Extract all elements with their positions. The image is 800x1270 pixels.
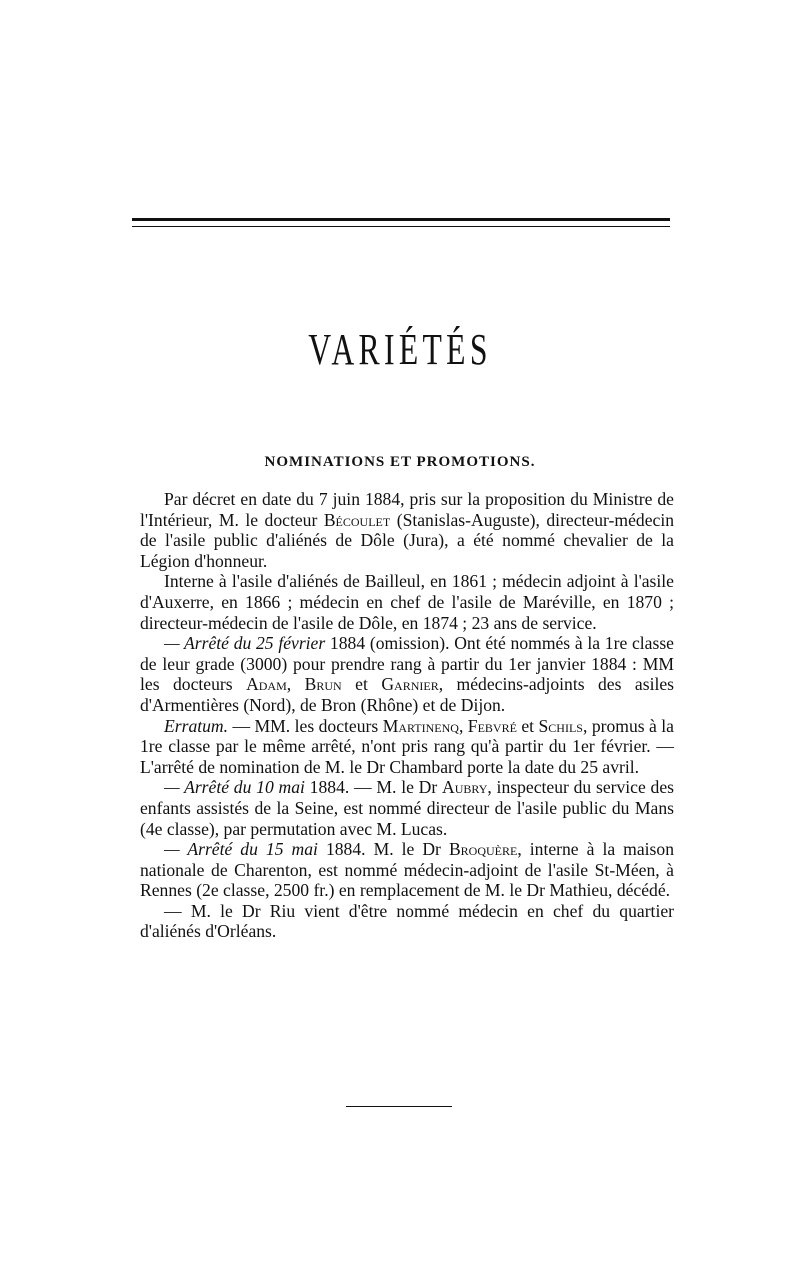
paragraph-erratum: Erratum. — MM. les docteurs Martinenq, Febvré et Schils, promus à la 1re classe par le même arrêté, n'ont pris rang qu'à partir du 1er février. — L'arrêté de nomination de M. le Dr Chambard porte la date du 25 avril.	[140, 715, 674, 777]
paragraph-riu: — M. le Dr Riu vient d'être nommé médecin en chef du quartier d'aliénés d'Orléans.	[140, 900, 674, 942]
section-subtitle: NOMINATIONS ET PROMOTIONS.	[264, 454, 536, 470]
paragraph-arrete-15-mai: — Arrêté du 15 mai 1884. M. le Dr Broquère, interne à la maison nationale de Charenton, est nommé médecin-adjoint de l'asile St-Méen, à Rennes (2e classe, 2500 fr.) en remplacement de M. le Dr Mathieu, décédé.	[140, 839, 674, 901]
person-name: Brun	[304, 674, 342, 695]
top-double-rule-thin	[132, 226, 670, 227]
person-name: Garnier	[381, 674, 439, 695]
person-name: Febvré	[467, 715, 517, 736]
person-name: Broquère	[448, 839, 518, 860]
paragraph-career: Interne à l'asile d'aliénés de Bailleul, en 1861 ; médecin adjoint à l'asile d'Auxerre, en 1866 ; médecin en chef de l'asile de Maréville, en 1870 ; directeur-médecin de l'asile de Dôle, en 1874 ; 23 ans de service.	[140, 571, 674, 633]
article-body	[140, 489, 674, 942]
paragraph-arrete-10-mai: — Arrêté du 10 mai 1884. — M. le Dr Aubry, inspecteur du service des enfants assistés de la Seine, est nommé directeur de l'asile public du Mans (4e classe), par permutation avec M. Lucas.	[140, 777, 675, 839]
person-name: Adam	[246, 674, 287, 695]
top-double-rule-thick	[132, 218, 670, 221]
person-name: Bécoulet	[323, 509, 391, 530]
person-name: Martinenq	[382, 715, 459, 736]
bottom-rule	[346, 1106, 452, 1107]
paragraph-arrete-fevrier: — Arrêté du 25 février 1884 (omission). Ont été nommés à la 1re classe de leur grade (3000) pour prendre rang à partir du 1er janvier 1884 : MM les docteurs Adam, Brun et Garnier, médecins-adjoints des asiles d'Armentières (Nord), de Bron (Rhône) et de Dijon.	[140, 633, 675, 715]
paragraph-decree: Par décret en date du 7 juin 1884, pris sur la proposition du Ministre de l'Intérieur, M. le docteur Bécoulet (Stanislas-Auguste), directeur-médecin de l'asile public d'aliénés de Dôle (Jura), a été nommé chevalier de la Légion d'honneur.	[140, 489, 675, 571]
person-name: Schils	[538, 715, 583, 736]
person-name: Aubry	[442, 777, 488, 798]
section-title: VARIÉTÉS	[308, 325, 492, 374]
